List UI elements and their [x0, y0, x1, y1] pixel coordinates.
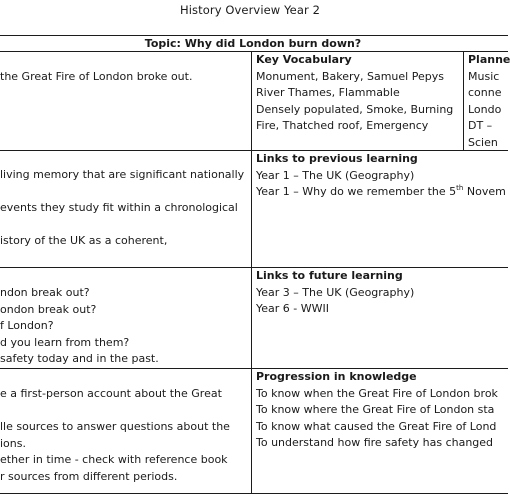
vocabulary-line: Monument, Bakery, Samuel Pepys — [256, 69, 444, 83]
key-question-line: f London? — [0, 319, 54, 332]
previous-learning-cell — [256, 151, 506, 201]
future-learning-cell — [256, 268, 506, 318]
key-vocabulary-cell — [256, 52, 461, 135]
vocabulary-line: Fire, Thatched roof, Emergency — [256, 119, 429, 132]
previous-learning-line — [256, 184, 506, 201]
objective-line: the Great Fire of London broke out. — [0, 70, 193, 83]
key-question-line: ondon break out? — [0, 302, 97, 316]
curriculum-line — [0, 217, 249, 234]
key-question-line: ndon break out? — [0, 286, 90, 299]
skill-line: ether in time - check with reference book — [0, 453, 228, 466]
progression-line: To know what caused the Great Fire of Lond — [256, 419, 497, 433]
key-question-line: safety today and in the past. — [0, 352, 159, 365]
curriculum-line: istory of the UK as a coherent, — [0, 234, 168, 247]
previous-learning-text-end: Novem — [463, 185, 506, 198]
future-learning-line: Year 3 – The UK (Geography) — [256, 285, 415, 299]
vocabulary-line: River Thames, Flammable — [256, 86, 400, 99]
key-question-line: d you learn from them? — [0, 335, 130, 349]
skill-line: lle sources to answer questions about the — [0, 420, 230, 433]
previous-learning-heading: Links to previous learning — [256, 152, 418, 165]
table-border-bottom — [0, 493, 508, 494]
progression-cell — [256, 369, 506, 452]
national-curriculum-cell — [0, 167, 249, 250]
skill-line: ions. — [0, 436, 26, 450]
planned-link-line: DT – — [468, 119, 493, 132]
planned-link-line: Scien — [468, 135, 498, 149]
skill-line: e a first-person account about the Great — [0, 387, 222, 400]
planned-links-heading: Planne — [468, 53, 510, 66]
progression-line: To know when the Great Fire of London brok — [256, 386, 498, 400]
topic-heading: Topic: Why did London burn down? — [144, 37, 362, 50]
future-learning-line: Year 6 - WWII — [256, 302, 329, 315]
progression-line: To understand how fire safety has changed — [256, 436, 494, 449]
planned-link-line: Music — [468, 69, 500, 83]
curriculum-line: events they study fit within a chronological — [0, 201, 238, 214]
column-divider — [251, 51, 252, 494]
vocabulary-line: Densely populated, Smoke, Burning — [256, 102, 454, 116]
curriculum-line — [0, 184, 249, 201]
key-questions-cell — [0, 285, 249, 368]
previous-learning-line: Year 1 – The UK (Geography) — [256, 168, 415, 182]
progression-line: To know where the Great Fire of London sta — [256, 403, 495, 416]
skill-line: r sources from different periods. — [0, 469, 178, 483]
previous-learning-text: Year 1 – Why do we remember the 5 — [256, 185, 457, 198]
planned-link-line: Londo — [468, 102, 502, 116]
curriculum-line: living memory that are significant nationally — [0, 168, 245, 181]
overview-table — [0, 35, 508, 495]
skill-line — [0, 403, 249, 420]
document-title: History Overview Year 2 — [180, 3, 320, 17]
planned-link-line: conne — [468, 86, 502, 99]
planned-links-cell — [468, 52, 508, 151]
progression-heading: Progression in knowledge — [256, 370, 417, 383]
column-divider — [463, 51, 464, 151]
key-vocabulary-heading: Key Vocabulary — [256, 53, 352, 66]
skills-cell — [0, 386, 249, 485]
ordinal-suffix: th — [456, 184, 464, 192]
future-learning-heading: Links to future learning — [256, 269, 403, 282]
objective-cell — [0, 69, 249, 86]
